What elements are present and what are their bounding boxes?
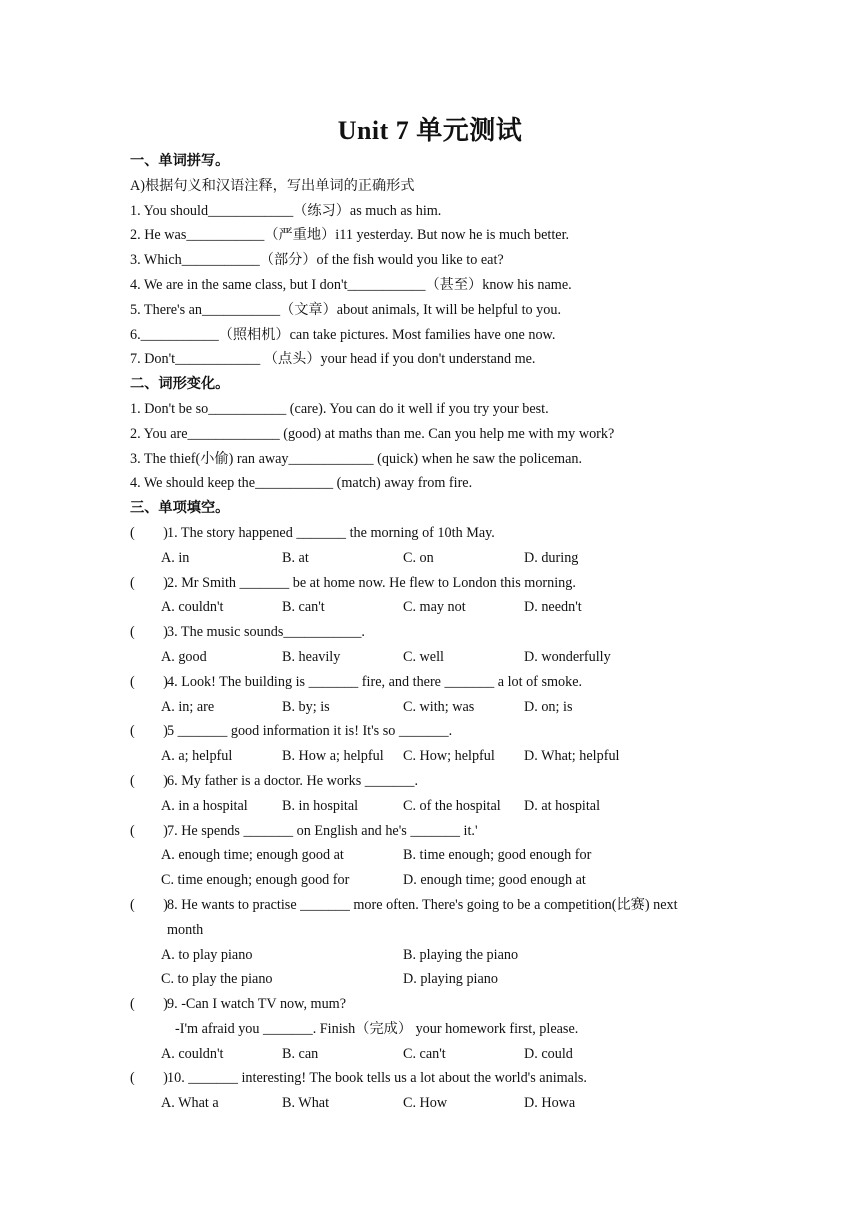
option-b: B. heavily — [282, 648, 341, 665]
answer-blank: ( ) — [130, 772, 168, 789]
options-row — [130, 645, 770, 670]
option-c: C. time enough; enough good for — [161, 872, 350, 889]
dialogue-reply — [130, 1017, 770, 1042]
s1-item-7: 7. Don't____________ （点头）your head if you don't understand me. — [130, 351, 536, 368]
options-row — [130, 868, 770, 893]
options-row — [130, 1091, 770, 1116]
section1-instruction: A)根据句义和汉语注释，写出单词的正确形式 — [130, 177, 415, 194]
option-d: D. wonderfully — [524, 648, 611, 665]
options-row — [130, 794, 770, 819]
option-d: D. playing piano — [403, 971, 498, 988]
option-c: C. may not — [403, 599, 466, 616]
options-row — [130, 695, 770, 720]
reply-line: -I'm afraid you _______. Finish（完成） your homework first, please. — [175, 1020, 579, 1037]
options-row — [130, 1042, 770, 1067]
question-stem: 7. He spends _______ on English and he's _______ it.' — [167, 822, 478, 839]
mc-question-8 — [130, 893, 770, 918]
option-c: C. can't — [403, 1045, 446, 1062]
answer-blank: ( ) — [130, 524, 168, 541]
option-c: C. well — [403, 648, 444, 665]
s2-item-1: 1. Don't be so___________ (care). You can do it well if you try your best. — [130, 400, 549, 417]
option-d: D. during — [524, 549, 579, 566]
option-a: A. couldn't — [161, 599, 224, 616]
option-d: D. Howa — [524, 1095, 576, 1112]
question-stem: 8. He wants to practise _______ more often. There's going to be a competition(比赛) next — [167, 896, 678, 913]
question-stem: 3. The music sounds___________. — [167, 624, 365, 641]
s1-item-1: 1. You should____________（练习）as much as him. — [130, 202, 442, 219]
answer-blank: ( ) — [130, 896, 168, 913]
option-d: D. at hospital — [524, 797, 601, 814]
option-a: A. a; helpful — [161, 748, 233, 765]
options-row — [130, 843, 770, 868]
question-stem: 6. My father is a doctor. He works _______. — [167, 772, 418, 789]
option-a: A. enough time; enough good at — [161, 847, 344, 864]
options-row — [130, 967, 770, 992]
answer-blank: ( ) — [130, 996, 168, 1013]
mc-question-10 — [130, 1066, 770, 1091]
mc-question-5 — [130, 719, 770, 744]
s1-item-5: 5. There's an___________（文章）about animals, It will be helpful to you. — [130, 301, 562, 318]
option-a: A. What a — [161, 1095, 219, 1112]
options-row — [130, 546, 770, 571]
answer-blank: ( ) — [130, 822, 168, 839]
section1-heading: 一、单词拼写。 — [130, 153, 230, 169]
option-a: A. to play piano — [161, 946, 253, 963]
question-stem-continued — [130, 918, 770, 943]
question-stem: 9. -Can I watch TV now, mum? — [167, 996, 347, 1013]
option-c: C. on — [403, 549, 434, 566]
option-b: B. playing the piano — [403, 946, 519, 963]
option-b: B. at — [282, 549, 309, 566]
option-a: A. in — [161, 549, 190, 566]
option-b: B. time enough; good enough for — [403, 847, 592, 864]
option-b: B. by; is — [282, 698, 330, 715]
option-c: C. How; helpful — [403, 748, 495, 765]
options-row — [130, 943, 770, 968]
answer-blank: ( ) — [130, 624, 168, 641]
section3-heading: 三、单项填空。 — [130, 500, 230, 517]
options-row — [130, 595, 770, 620]
options-row — [130, 744, 770, 769]
s2-item-4: 4. We should keep the___________ (match) away from fire. — [130, 475, 473, 492]
answer-blank: ( ) — [130, 723, 168, 740]
option-d: D. needn't — [524, 599, 582, 616]
stem-continuation: month — [167, 921, 204, 938]
s1-item-3: 3. Which___________（部分）of the fish would you like to eat? — [130, 252, 504, 269]
page-title: Unit 7 单元测试 — [337, 116, 523, 145]
option-c: C. to play the piano — [161, 971, 273, 988]
mc-question-9 — [130, 992, 770, 1017]
s1-item-2: 2. He was___________（严重地）i11 yesterday. But now he is much better. — [130, 227, 570, 244]
question-stem: 10. _______ interesting! The book tells us a lot about the world's animals. — [167, 1070, 587, 1087]
option-c: C. How — [403, 1095, 448, 1112]
option-c: C. with; was — [403, 698, 475, 715]
option-b: B. can't — [282, 599, 325, 616]
answer-blank: ( ) — [130, 1070, 168, 1087]
option-c: C. of the hospital — [403, 797, 501, 814]
s2-item-3: 3. The thief(小偷) ran away____________ (quick) when he saw the policeman. — [130, 450, 583, 467]
option-d: D. What; helpful — [524, 748, 620, 765]
option-a: A. couldn't — [161, 1045, 224, 1062]
question-stem: 4. Look! The building is _______ fire, and there _______ a lot of smoke. — [167, 673, 583, 690]
option-a: A. in a hospital — [161, 797, 248, 814]
option-d: D. could — [524, 1045, 573, 1062]
answer-blank: ( ) — [130, 673, 168, 690]
answer-blank: ( ) — [130, 574, 168, 591]
option-b: B. How a; helpful — [282, 748, 384, 765]
option-a: A. in; are — [161, 698, 215, 715]
option-d: D. enough time; good enough at — [403, 872, 586, 889]
section2-heading: 二、词形变化。 — [130, 376, 230, 393]
mc-question-1 — [130, 521, 770, 546]
option-a: A. good — [161, 648, 207, 665]
worksheet-content — [130, 149, 770, 1116]
question-stem: 1. The story happened _______ the morning of 10th May. — [167, 524, 495, 541]
mc-question-6 — [130, 769, 770, 794]
s2-item-2: 2. You are_____________ (good) at maths than me. Can you help me with my work? — [130, 425, 615, 442]
s1-item-4: 4. We are in the same class, but I don't___________（甚至）know his name. — [130, 276, 572, 293]
question-stem: 5 _______ good information it is! It's so _______. — [167, 723, 453, 740]
mc-question-2 — [130, 571, 770, 596]
s1-item-6: 6.___________（照相机）can take pictures. Most families have one now. — [130, 326, 556, 343]
question-stem: 2. Mr Smith _______ be at home now. He flew to London this morning. — [167, 574, 576, 591]
option-d: D. on; is — [524, 698, 573, 715]
option-b: B. in hospital — [282, 797, 359, 814]
option-b: B. can — [282, 1045, 319, 1062]
option-b: B. What — [282, 1095, 330, 1112]
mc-question-3 — [130, 620, 770, 645]
mc-question-7 — [130, 819, 770, 844]
mc-question-4 — [130, 670, 770, 695]
